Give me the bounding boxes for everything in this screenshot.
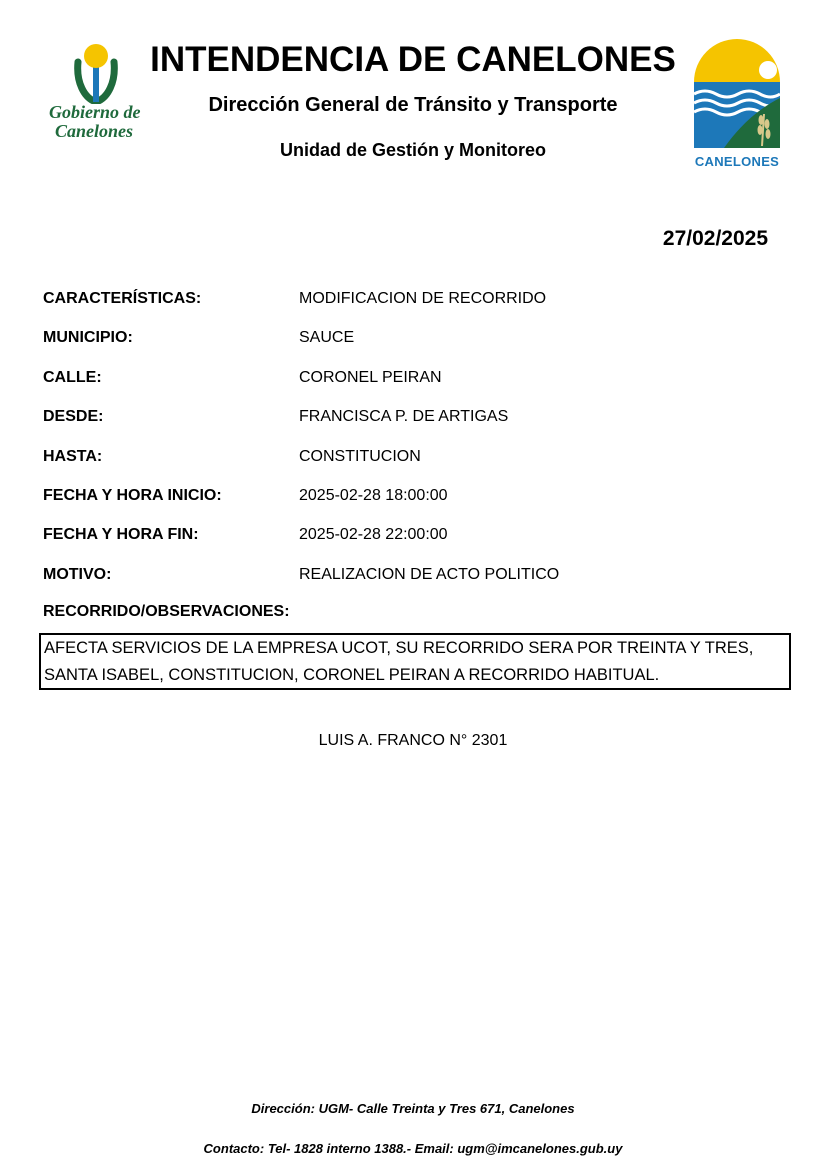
field-value: 2025-02-28 22:00:00 [299,526,448,543]
field-label: DESDE: [43,408,104,425]
field-label: CALLE: [43,369,102,386]
page-subtitle: Dirección General de Tránsito y Transporte [208,94,618,116]
field-label: MUNICIPIO: [43,329,133,346]
footer-contact: Contacto: Tel- 1828 interno 1388.- Email: ugm@imcanelones.gub.uy [203,1141,623,1156]
observations-box [39,633,791,690]
document-date: 27/02/2025 [662,227,768,250]
field-fecha-hora-fin [43,526,783,550]
field-desde [43,408,783,432]
field-value: REALIZACION DE ACTO POLITICO [299,566,560,583]
logo-left-line2: Canelones [55,121,134,141]
signature: LUIS A. FRANCO N° 2301 [318,732,508,749]
canelones-emblem-icon [690,36,784,154]
page-title: INTENDENCIA DE CANELONES [150,40,676,79]
field-value: 2025-02-28 18:00:00 [299,487,448,504]
logo-left-line1: Gobierno de [49,102,141,122]
field-value: FRANCISCA P. DE ARTIGAS [299,408,509,425]
unit-name: Unidad de Gestión y Monitoreo [279,140,546,160]
field-value: SAUCE [299,329,355,346]
footer-address: Dirección: UGM- Calle Treinta y Tres 671, Canelones [251,1101,575,1116]
field-motivo [43,566,783,590]
observations-line: AFECTA SERVICIOS DE LA EMPRESA UCOT, SU RECORRIDO SERA POR TREINTA Y TRES, [44,639,754,657]
field-caracteristicas [43,290,783,314]
observations-line: SANTA ISABEL, CONSTITUCION, CORONEL PEIRAN A RECORRIDO HABITUAL. [44,666,660,684]
field-value: CONSTITUCION [299,448,421,465]
field-label: FECHA Y HORA INICIO: [43,487,222,504]
field-fecha-hora-inicio [43,487,783,511]
observations-label: RECORRIDO/OBSERVACIONES: [43,603,290,620]
field-hasta [43,448,783,472]
gobierno-logo-mark-icon [68,42,124,104]
field-label: HASTA: [43,448,103,465]
canelones-emblem-logo [690,36,784,170]
gobierno-de-canelones-logo [46,42,150,142]
field-label: FECHA Y HORA FIN: [43,526,199,543]
field-municipio [43,329,783,353]
field-value: MODIFICACION DE RECORRIDO [299,290,547,307]
field-value: CORONEL PEIRAN [299,369,442,386]
field-calle [43,369,783,393]
logo-right-caption: CANELONES [694,154,780,169]
field-label: CARACTERÍSTICAS: [43,290,202,307]
field-label: MOTIVO: [43,566,112,583]
